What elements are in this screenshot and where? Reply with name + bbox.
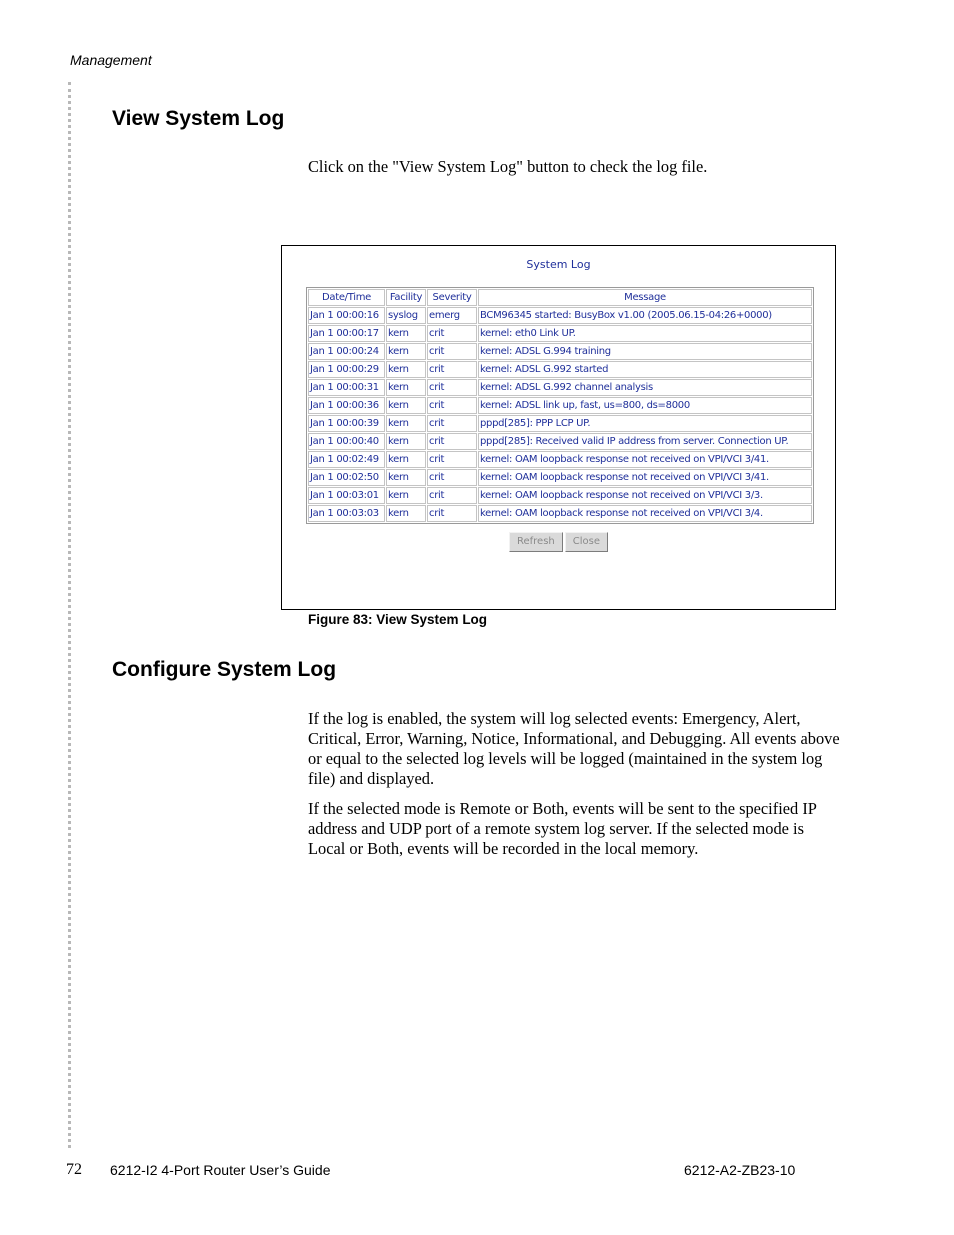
log-facility: kern xyxy=(386,397,426,414)
log-facility: kern xyxy=(386,487,426,504)
system-log-screenshot xyxy=(281,245,836,610)
log-date-time: Jan 1 00:02:50 xyxy=(308,469,385,486)
log-message: kernel: ADSL link up, fast, us=800, ds=8000 xyxy=(478,397,812,414)
log-message: pppd[285]: Received valid IP address from server. Connection UP. xyxy=(478,433,812,450)
log-severity: emerg xyxy=(427,307,477,324)
log-severity: crit xyxy=(427,325,477,342)
log-row xyxy=(308,487,812,504)
log-message: kernel: eth0 Link UP. xyxy=(478,325,812,342)
log-severity: crit xyxy=(427,433,477,450)
log-row xyxy=(308,397,812,414)
log-facility: kern xyxy=(386,433,426,450)
log-row xyxy=(308,307,812,324)
log-header-row xyxy=(308,289,812,306)
log-row xyxy=(308,451,812,468)
log-message: kernel: ADSL G.994 training xyxy=(478,343,812,360)
log-date-time: Jan 1 00:02:49 xyxy=(308,451,385,468)
log-facility: kern xyxy=(386,379,426,396)
log-row xyxy=(308,505,812,522)
page-number: 72 xyxy=(66,1161,82,1178)
configure-log-paragraph-2: If the selected mode is Remote or Both, events will be sent to the specified IP address and UDP port of a remote system log server. If the selected mode is Local or Both, events will be recorded in the local memory. xyxy=(308,799,817,858)
system-log-title: System Log xyxy=(526,258,591,271)
log-row xyxy=(308,433,812,450)
log-severity: crit xyxy=(427,469,477,486)
log-date-time: Jan 1 00:00:16 xyxy=(308,307,385,324)
log-severity: crit xyxy=(427,343,477,360)
log-date-time: Jan 1 00:00:31 xyxy=(308,379,385,396)
log-row xyxy=(308,325,812,342)
log-date-time: Jan 1 00:00:40 xyxy=(308,433,385,450)
column-facility: Facility xyxy=(386,289,426,306)
log-severity: crit xyxy=(427,415,477,432)
log-buttons xyxy=(282,532,835,552)
log-message: kernel: ADSL G.992 channel analysis xyxy=(478,379,812,396)
log-date-time: Jan 1 00:00:17 xyxy=(308,325,385,342)
log-row xyxy=(308,415,812,432)
configure-system-log-heading: Configure System Log xyxy=(112,658,337,681)
log-message: kernel: OAM loopback response not received on VPI/VCI 3/3. xyxy=(478,487,812,504)
refresh-button[interactable]: Refresh xyxy=(509,532,563,552)
log-date-time: Jan 1 00:00:36 xyxy=(308,397,385,414)
log-message: kernel: OAM loopback response not received on VPI/VCI 3/41. xyxy=(478,469,812,486)
log-row xyxy=(308,469,812,486)
close-button[interactable]: Close xyxy=(565,532,608,552)
view-log-intro: Click on the "View System Log" button to check the log file. xyxy=(308,157,708,176)
figure-caption: Figure 83: View System Log xyxy=(308,612,488,627)
log-severity: crit xyxy=(427,379,477,396)
log-severity: crit xyxy=(427,361,477,378)
log-facility: kern xyxy=(386,343,426,360)
log-severity: crit xyxy=(427,397,477,414)
log-message: kernel: OAM loopback response not received on VPI/VCI 3/41. xyxy=(478,451,812,468)
footer-guide-title: 6212-I2 4-Port Router User’s Guide xyxy=(110,1162,331,1178)
log-severity: crit xyxy=(427,505,477,522)
margin-rule xyxy=(68,82,71,1148)
running-header: Management xyxy=(70,52,152,68)
system-log-table xyxy=(306,287,814,524)
footer-doc-number: 6212-A2-ZB23-10 xyxy=(684,1162,796,1178)
log-facility: syslog xyxy=(386,307,426,324)
log-date-time: Jan 1 00:03:03 xyxy=(308,505,385,522)
log-facility: kern xyxy=(386,325,426,342)
log-message: kernel: OAM loopback response not received on VPI/VCI 3/4. xyxy=(478,505,812,522)
log-severity: crit xyxy=(427,487,477,504)
log-message: kernel: ADSL G.992 started xyxy=(478,361,812,378)
log-row xyxy=(308,379,812,396)
column-message: Message xyxy=(478,289,812,306)
log-facility: kern xyxy=(386,451,426,468)
log-severity: crit xyxy=(427,451,477,468)
log-message: BCM96345 started: BusyBox v1.00 (2005.06.15-04:26+0000) xyxy=(478,307,812,324)
column-severity: Severity xyxy=(427,289,477,306)
column-date-time: Date/Time xyxy=(308,289,385,306)
log-row xyxy=(308,361,812,378)
log-date-time: Jan 1 00:00:29 xyxy=(308,361,385,378)
log-date-time: Jan 1 00:00:24 xyxy=(308,343,385,360)
log-facility: kern xyxy=(386,469,426,486)
log-message: pppd[285]: PPP LCP UP. xyxy=(478,415,812,432)
log-date-time: Jan 1 00:03:01 xyxy=(308,487,385,504)
log-facility: kern xyxy=(386,361,426,378)
log-facility: kern xyxy=(386,505,426,522)
configure-log-paragraph-1: If the log is enabled, the system will log selected events: Emergency, Alert, Critical, Error, Warning, Notice, Informational, and Debugging. All events above or equal to the selected log levels will be logged (maintained in the system log file) and displayed. xyxy=(308,709,840,788)
log-facility: kern xyxy=(386,415,426,432)
log-row xyxy=(308,343,812,360)
view-system-log-heading: View System Log xyxy=(112,107,285,130)
log-date-time: Jan 1 00:00:39 xyxy=(308,415,385,432)
